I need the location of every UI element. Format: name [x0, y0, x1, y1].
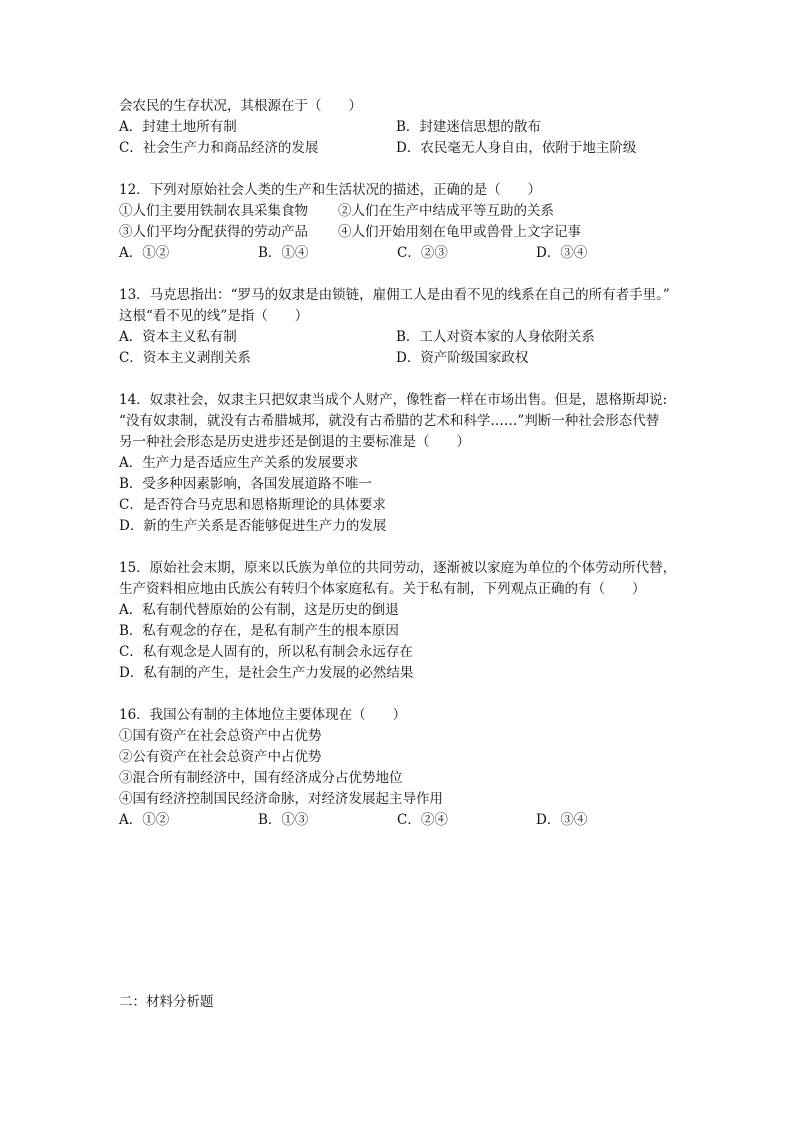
- q12-option-b[interactable]: B．①④: [258, 245, 309, 261]
- q14-stem-2: “没有奴隶制，就没有古希腊城邦，就没有古希腊的艺术和科学……”判断一种社会形态代替: [119, 413, 660, 429]
- q12-option-c[interactable]: C．②③: [397, 245, 448, 261]
- q13-stem-2: 这根“看不见的线”是指（ ）: [119, 308, 309, 324]
- q16-options-row: [119, 810, 719, 831]
- q11-option-a[interactable]: A．封建土地所有制: [119, 119, 237, 135]
- q12-item-2: ②人们在生产中结成平等互助的关系: [338, 203, 554, 219]
- q12-item-3: ③人们平均分配获得的劳动产品: [119, 224, 308, 240]
- q12-stem: 12．下列对原始社会人类的生产和生活状况的描述，正确的是（ ）: [119, 182, 542, 198]
- q13-option-d[interactable]: D．资产阶级国家政权: [396, 350, 529, 366]
- q12-options-row: [119, 243, 719, 264]
- q15-option-c[interactable]: C．私有观念是人固有的，所以私有制会永远存在: [119, 644, 413, 660]
- q13-options-row-2: [119, 348, 719, 369]
- q12-option-d[interactable]: D．③④: [536, 245, 588, 261]
- q16-option-d[interactable]: D．③④: [536, 812, 588, 828]
- q11-option-b[interactable]: B．封建迷信思想的散布: [396, 119, 541, 135]
- q11-options-row-1: [119, 117, 719, 138]
- q11-options-row-2: [119, 138, 719, 159]
- q13-stem: 13．马克思指出：“罗马的奴隶是由锁链，雇佣工人是由看不见的线系在自己的所有者手里。”: [119, 287, 670, 303]
- section-title: 二：材料分析题: [119, 994, 214, 1010]
- q16-item-4: ④国有经济控制国民经济命脉，对经济发展起主导作用: [119, 791, 443, 807]
- q16-item-2: ②公有资产在社会总资产中占优势: [119, 749, 322, 765]
- q14-option-b[interactable]: B．受多种因素影响，各国发展道路不唯一: [119, 476, 372, 492]
- q13-option-c[interactable]: C．资本主义剥削关系: [119, 350, 251, 366]
- q13-options-row-1: [119, 327, 719, 348]
- q15-stem-2: 生产资料相应地由氏族公有转归个体家庭私有。关于私有制，下列观点正确的有（ ）: [119, 581, 646, 597]
- q12-option-a[interactable]: A．①②: [119, 245, 170, 261]
- q14-option-d[interactable]: D．新的生产关系是否能够促进生产力的发展: [119, 518, 387, 534]
- q15-option-a[interactable]: A．私有制代替原始的公有制，这是历史的倒退: [119, 602, 399, 618]
- q12-items-row-2: [119, 222, 719, 243]
- q14-stem: 14．奴隶社会，奴隶主只把奴隶当成个人财产，像牲畜一样在市场出售。但是，恩格斯却说:: [119, 392, 668, 408]
- exam-page: [119, 96, 719, 831]
- q16-item-3: ③混合所有制经济中，国有经济成分占优势地位: [119, 770, 403, 786]
- q16-option-b[interactable]: B．①③: [258, 812, 309, 828]
- q12-items-row-1: [119, 201, 719, 222]
- q14-option-c[interactable]: C．是否符合马克思和恩格斯理论的具体要求: [119, 497, 386, 513]
- q16-item-1: ①国有资产在社会总资产中占优势: [119, 728, 322, 744]
- q14-stem-3: 另一种社会形态是历史进步还是倒退的主要标准是（ ）: [119, 434, 470, 450]
- q11-option-d[interactable]: D．农民毫无人身自由，依附于地主阶级: [396, 140, 637, 156]
- q12-item-4: ④人们开始用刻在龟甲或兽骨上文字记事: [338, 224, 581, 240]
- q13-option-b[interactable]: B．工人对资本家的人身依附关系: [396, 329, 595, 345]
- q14-option-a[interactable]: A．生产力是否适应生产关系的发展要求: [119, 455, 359, 471]
- q16-option-a[interactable]: A．①②: [119, 812, 170, 828]
- q13-option-a[interactable]: A．资本主义私有制: [119, 329, 237, 345]
- q15-option-d[interactable]: D．私有制的产生，是社会生产力发展的必然结果: [119, 665, 414, 681]
- q15-stem: 15．原始社会末期，原来以氏族为单位的共同劳动，逐渐被以家庭为单位的个体劳动所代替，: [119, 560, 677, 576]
- q11-stem-tail: 会农民的生存状况，其根源在于（ ）: [119, 98, 362, 114]
- q11-option-c[interactable]: C．社会生产力和商品经济的发展: [119, 140, 319, 156]
- q16-stem: 16．我国公有制的主体地位主要体现在（ ）: [119, 707, 407, 723]
- q15-option-b[interactable]: B．私有观念的存在，是私有制产生的根本原因: [119, 623, 399, 639]
- q12-item-1: ①人们主要用铁制农具采集食物: [119, 203, 308, 219]
- q16-option-c[interactable]: C．②④: [397, 812, 448, 828]
